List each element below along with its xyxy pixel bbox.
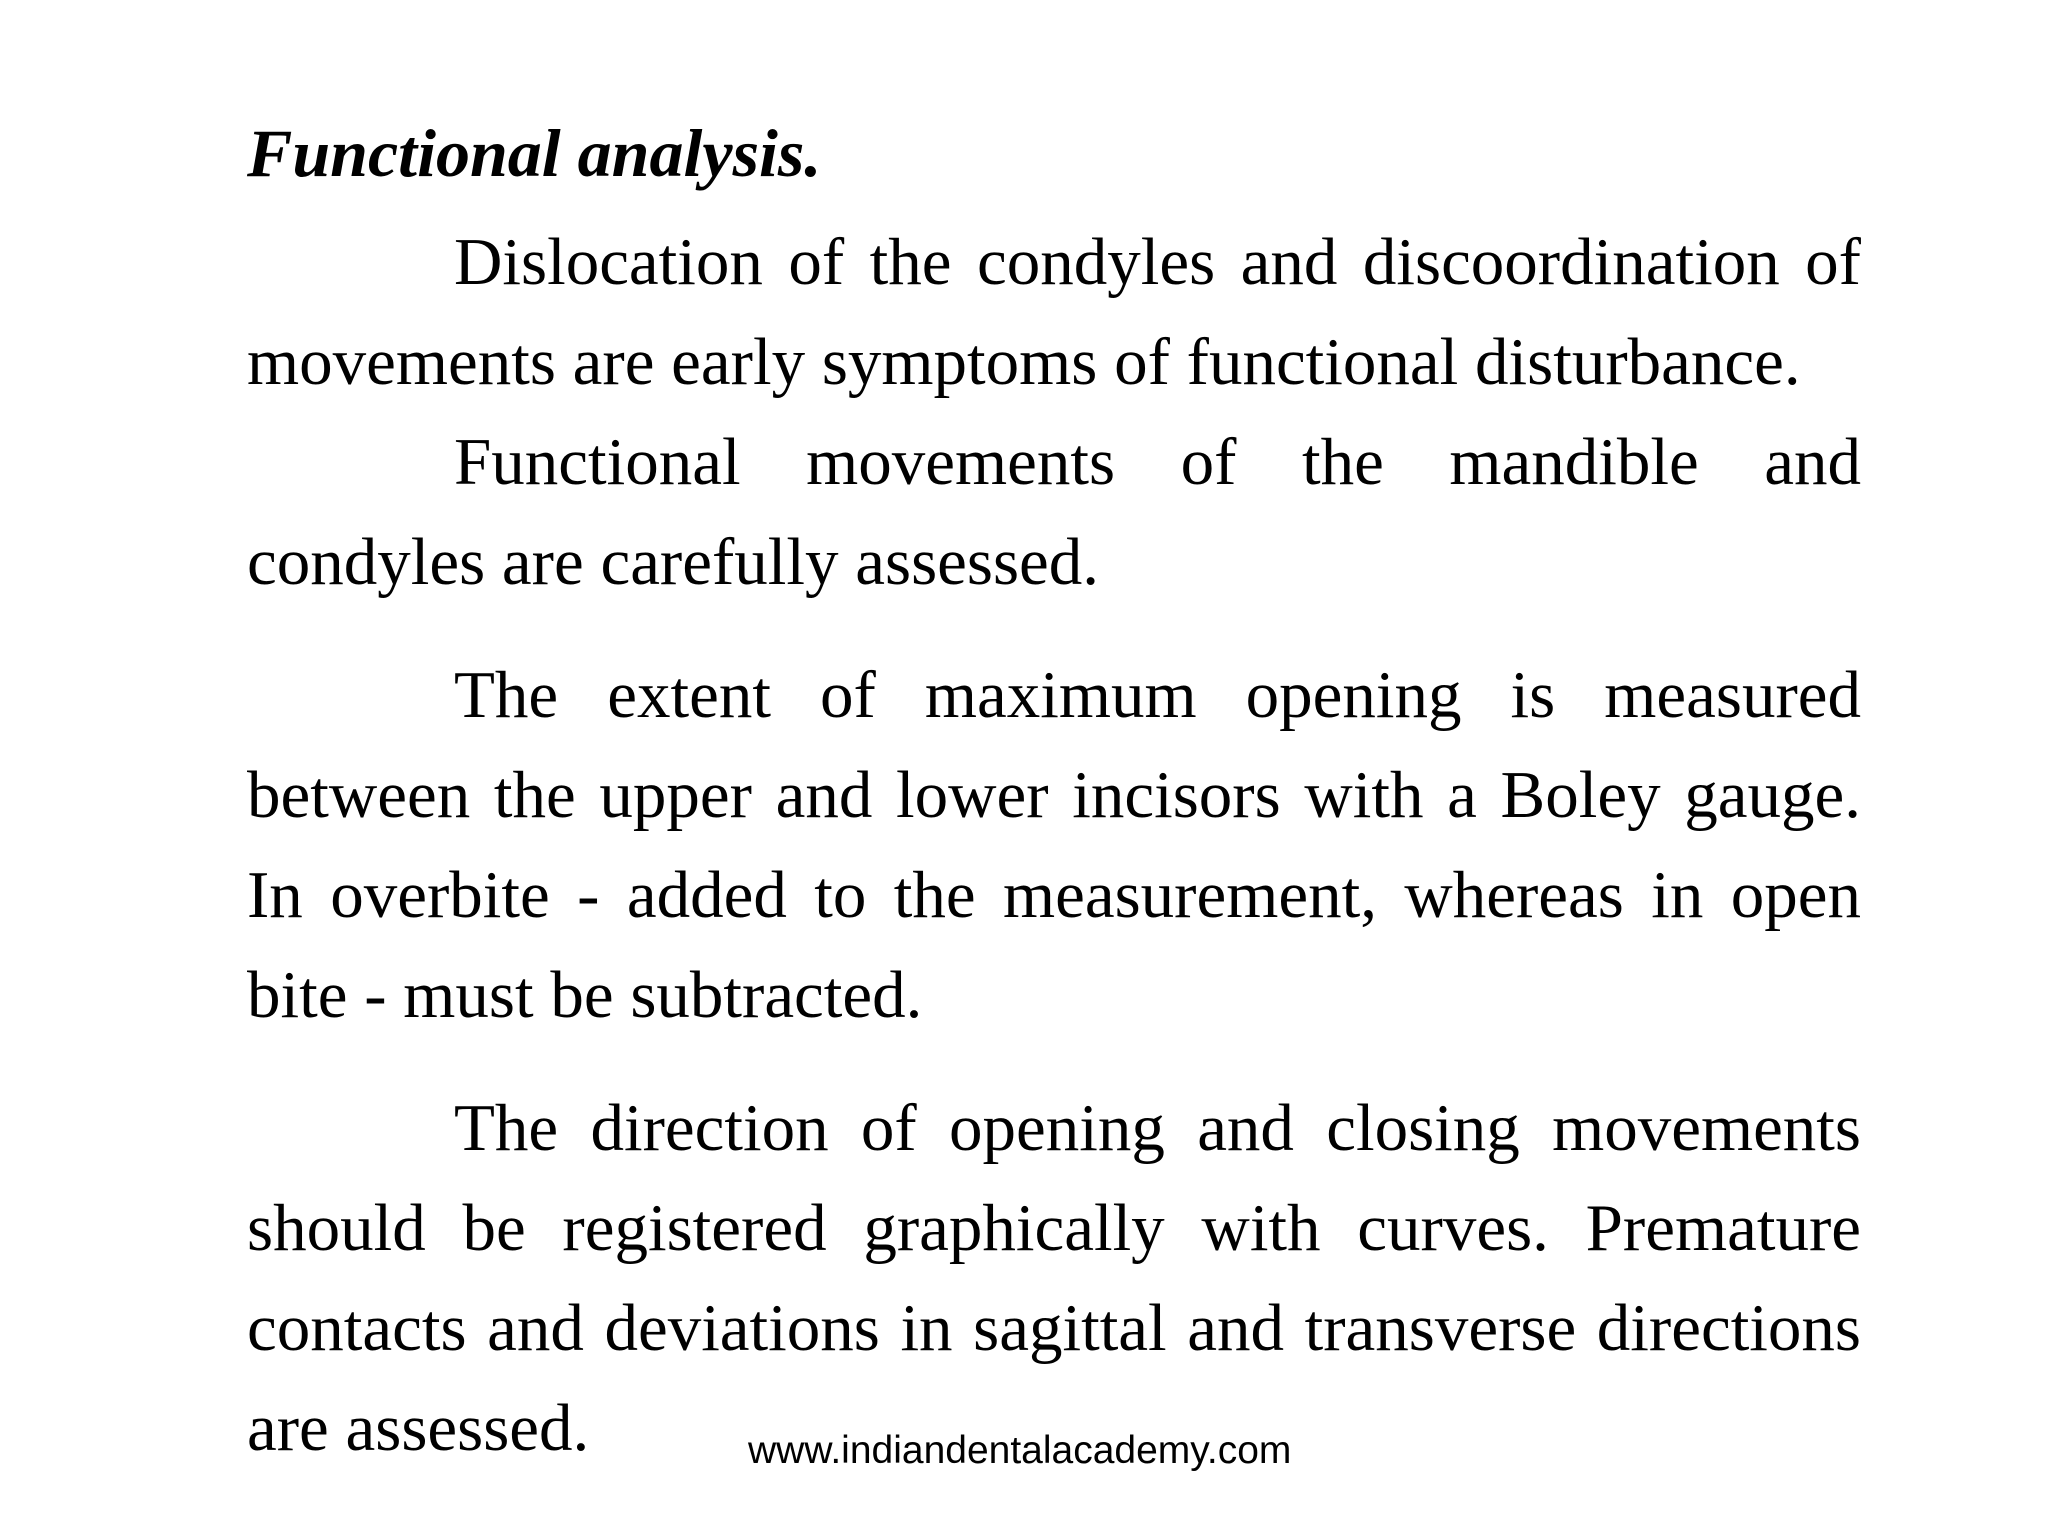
paragraph-maximum-opening: The extent of maximum opening is measured between the upper and lower incisors with a Boley gauge. In overbite - added to the measurement, whereas in open bite - must be subtracted. (247, 658, 1861, 1032)
section-heading: Functional analysis. (247, 115, 822, 191)
document-body (247, 108, 1861, 1478)
paragraph-condyle-dislocation: Dislocation of the condyles and discoordination of movements are early symptoms of functional disturbance. (247, 225, 1861, 399)
paragraph-movement-direction: The direction of opening and closing movements should be registered graphically with curves. Premature contacts and deviations in sagittal and transverse directions are assessed. (247, 1091, 1861, 1465)
paragraph-functional-movements: Functional movements of the mandible and condyles are carefully assessed. (247, 425, 1861, 599)
watermark-url: www.indiandentalacademy.com (748, 1429, 1292, 1472)
